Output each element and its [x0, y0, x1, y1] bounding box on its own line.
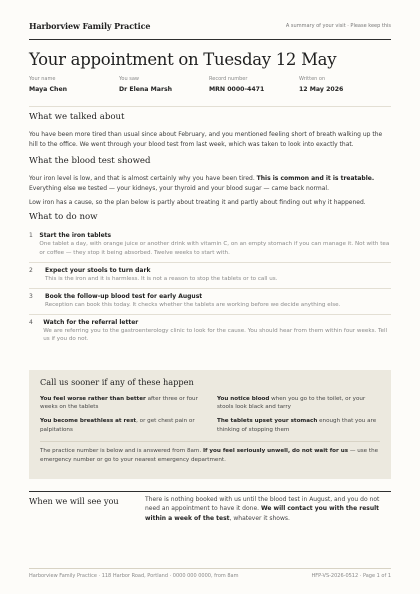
- list-item: [29, 289, 391, 315]
- page-title: Your appointment on Tuesday 12 May: [29, 50, 337, 69]
- page-footer: [29, 568, 391, 581]
- record-number-field: [209, 76, 299, 106]
- field-value: Maya Chen: [29, 85, 68, 93]
- step-title: Start the iron tablets: [39, 232, 112, 239]
- section-heading: What to do now: [29, 212, 98, 222]
- discussion-section: [29, 111, 391, 154]
- results-text: Your iron level is low, and that is almost certainly why you have been tired.: [29, 175, 255, 183]
- list-item: [29, 315, 391, 349]
- note-text: The practice number is below and is answered from 8am.: [40, 448, 202, 455]
- document-tagline: A summary of your visit · Please keep this: [285, 23, 391, 29]
- blood-test-section: [29, 155, 391, 212]
- warning-bold: You become breathless at rest: [40, 418, 137, 425]
- step-number: 1: [29, 232, 33, 239]
- field-value: 12 May 2026: [299, 85, 344, 93]
- emergency-note: [40, 441, 380, 464]
- warning-item: [217, 417, 380, 434]
- footer-address: Harborview Family Practice · 118 Harbor Road, Portland · 0000 000 0000, from 8am: [29, 573, 239, 579]
- field-label: Written on: [299, 76, 326, 82]
- warning-bold: You notice blood: [217, 395, 270, 402]
- callout-heading: Call us sooner if any of these happen: [40, 377, 194, 387]
- footer-reference: HFP-VS-2026-0512 · Page 1 of 1: [311, 573, 391, 579]
- warning-rest: after three or four weeks on the tablets: [40, 395, 198, 411]
- results-text-cont: Everything else we tested — your kidneys, your thyroid and your blood sugar — came back normal.: [29, 184, 329, 192]
- reassurance-text: This is common and it is treatable.: [256, 175, 375, 183]
- note-text-cont: — use the emergency number or go to your nearest emergency department.: [40, 448, 379, 463]
- warning-rest: when you go to the toilet, or your stools look black and tarry: [217, 395, 366, 411]
- step-body: One tablet a day, with orange juice or another drink with vitamin C, on an empty stomach if you can manage it. Not with tea or coffee — they stop it being absorbed. Twelve weeks to start with.: [39, 241, 390, 256]
- follow-up-text: [145, 495, 391, 539]
- list-item: [29, 263, 391, 289]
- warning-bold: The tablets upset your stomach: [217, 418, 318, 425]
- clinician-field: [119, 76, 209, 106]
- document-header: [29, 20, 391, 40]
- section-heading: What we talked about: [29, 112, 125, 122]
- results-paragraph: [29, 174, 391, 193]
- step-number: 3: [29, 292, 33, 300]
- visit-details: [29, 76, 391, 107]
- section-heading: When we will see you: [29, 496, 119, 506]
- step-body: We are referring you to the gastroenterology clinic to look for the cause. You should hear from them within four weeks. Tell us if you do not.: [43, 327, 388, 343]
- practice-name: Harborview Family Practice: [29, 21, 151, 31]
- step-body: Reception can book this today. It checks whether the tablets are working before we decide anything else.: [45, 301, 341, 308]
- step-title: Book the follow-up blood test for early August: [45, 292, 203, 300]
- step-number: 4: [29, 318, 33, 326]
- field-value: Dr Elena Marsh: [119, 85, 173, 93]
- step-number: 2: [29, 266, 33, 274]
- field-label: You saw: [119, 76, 139, 82]
- follow-up-text-a: There is nothing booked with us until the blood test in August, and you do not need an appointment to have it done.: [145, 496, 380, 513]
- warning-item: [217, 395, 380, 412]
- note-emphasis: If you feel seriously unwell, do not wait for us: [202, 448, 349, 455]
- action-steps: [29, 228, 391, 348]
- list-item: [29, 228, 391, 263]
- step-title: Expect your stools to turn dark: [45, 266, 151, 274]
- follow-up-text-c: , whatever it shows.: [229, 514, 290, 522]
- warning-bold: You feel worse rather than better: [40, 395, 146, 402]
- warning-rest: , or get chest pain or palpitations: [40, 418, 195, 433]
- plan-intro: Low iron has a cause, so the plan below is partly about treating it and partly about finding out why it happened.: [29, 198, 366, 206]
- warning-item: [40, 395, 203, 412]
- field-label: Record number: [209, 76, 248, 82]
- section-heading: What the blood test showed: [29, 156, 151, 166]
- follow-up-section: [29, 491, 391, 539]
- warning-callout: [29, 370, 391, 479]
- follow-up-emphasis: We will contact you with the result within a week of the test: [145, 505, 380, 522]
- patient-name-field: [29, 76, 119, 106]
- step-title: Watch for the referral letter: [43, 318, 139, 326]
- discussion-text: You have been more tired than usual since about February, and you mentioned feeling short of breath walking up the hill to the office. We went through your blood test from last week, which was taken to look into exactly that.: [29, 131, 383, 148]
- warning-item: [40, 417, 203, 434]
- field-label: Your name: [29, 76, 56, 82]
- step-body: This is the iron and it is harmless. It is not a reason to stop the tablets or to call us.: [45, 275, 278, 282]
- field-value: MRN 0000-4471: [209, 85, 265, 93]
- written-on-field: [299, 76, 389, 106]
- warning-rest: enough that you are thinking of stopping them: [217, 418, 377, 433]
- warning-list: [40, 395, 380, 435]
